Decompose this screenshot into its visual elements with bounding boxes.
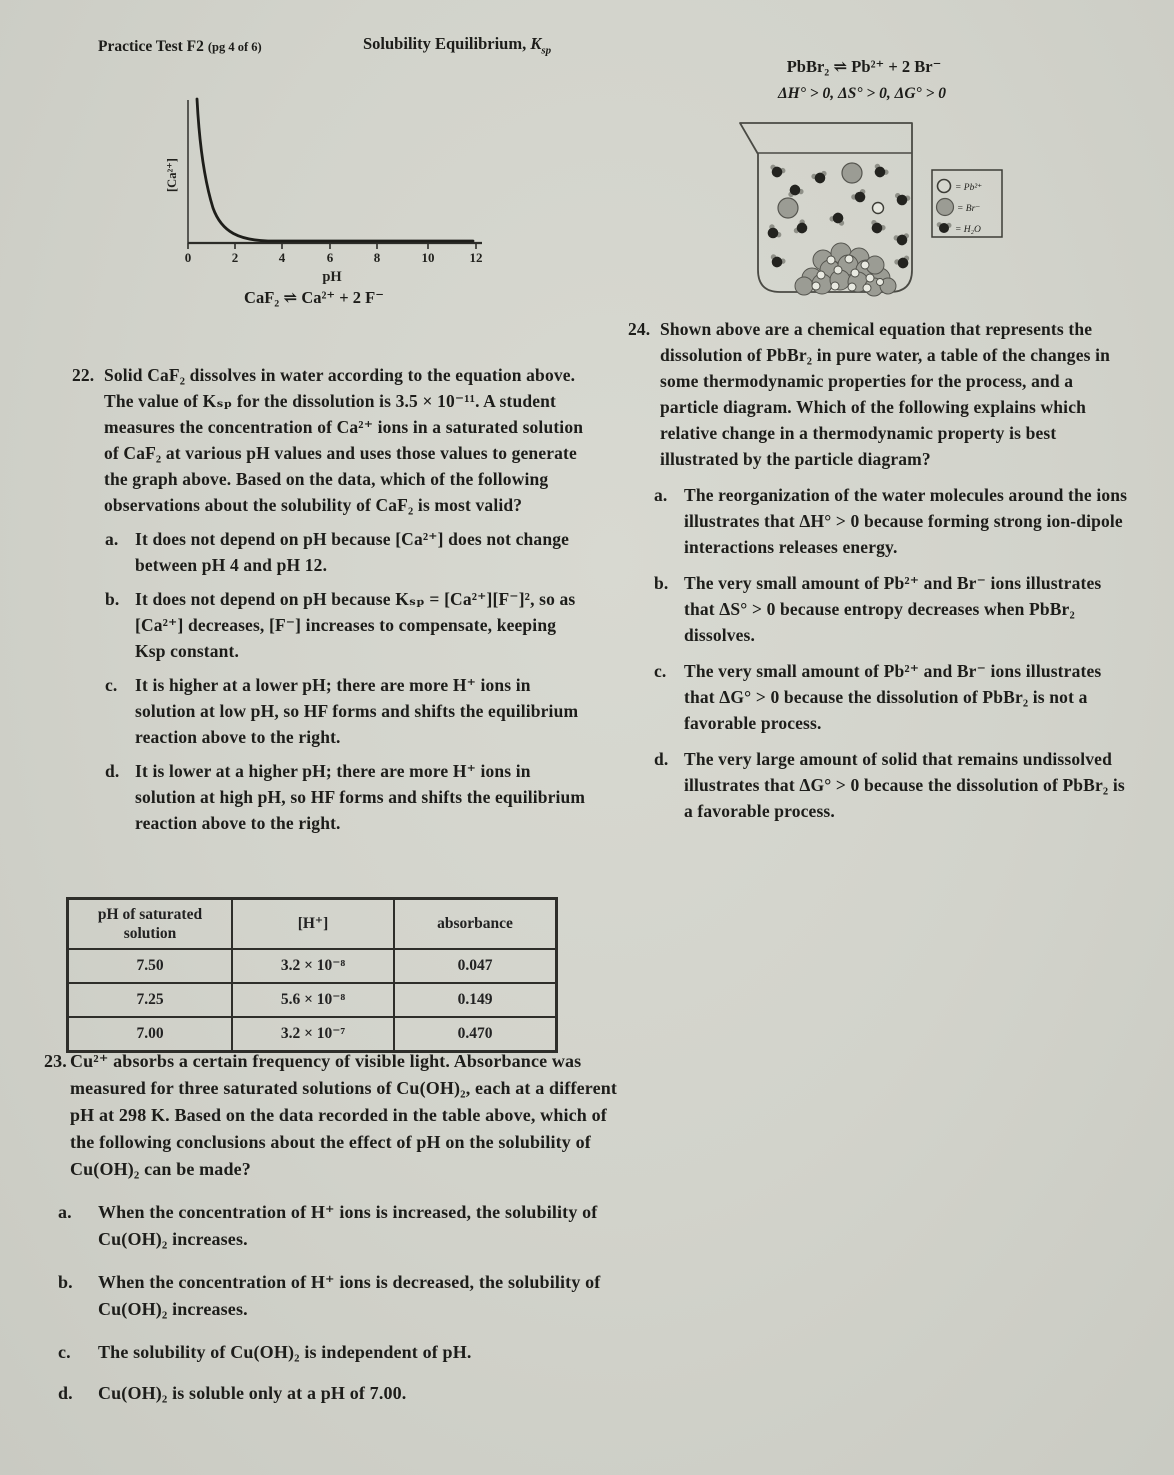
cell-h-concentration: 3.2 × 10⁻⁸ <box>232 949 394 983</box>
question-22-option-c <box>105 672 588 750</box>
x-tick-4: 4 <box>278 250 286 265</box>
water-molecule-icon <box>764 223 783 242</box>
question-22-number: 22. <box>72 365 95 385</box>
question-22-option-b <box>105 586 588 664</box>
br-ion-icon <box>778 198 798 218</box>
question-24-option-a <box>654 482 1134 560</box>
option-letter: b. <box>58 1272 73 1292</box>
water-molecule-icon <box>850 187 869 205</box>
br-ion-icon <box>842 163 862 183</box>
option-letter: c. <box>105 675 118 695</box>
water-molecule-icon <box>768 164 786 179</box>
question-22-text: Solid CaF₂ dissolves in water according to the equation above. The value of Kₛₚ for the dissolution is 3.5 × 10⁻¹¹. A student measures the concentration of Ca²⁺ ions in a saturated solution of CaF₂ at various pH values and uses those values to generate the graph above. Based on the data, which of the following observations about the solubility of CaF₂ is most valid? <box>104 365 584 515</box>
pb-ion-legend-icon <box>938 180 951 193</box>
question-24 <box>628 316 1134 824</box>
question-22-option-d <box>105 758 588 836</box>
legend-pb-label: = Pb²⁺ <box>955 183 983 193</box>
water-molecule-icon <box>811 169 830 185</box>
table-row <box>68 983 557 1017</box>
absorbance-table <box>66 897 558 1053</box>
question-23-option-d <box>58 1380 624 1407</box>
x-tick-6: 6 <box>326 250 334 265</box>
question-24-option-c <box>654 658 1134 736</box>
x-tick-labels <box>185 250 483 265</box>
x-axis-label: pH <box>322 269 342 285</box>
option-letter: d. <box>105 761 120 781</box>
question-23 <box>44 1048 624 1407</box>
option-text: When the concentration of H⁺ ions is decreased, the solubility of Cu(OH)₂ increases. <box>98 1272 601 1319</box>
water-molecule-icon <box>893 232 911 247</box>
caf2-equation: CaF₂ ⇌ Ca²⁺ + 2 F⁻ <box>244 288 384 307</box>
header-left <box>98 38 262 56</box>
option-text: When the concentration of H⁺ ions is increased, the solubility of Cu(OH)₂ increases. <box>98 1202 598 1249</box>
cell-ph: 7.25 <box>68 983 233 1017</box>
water-molecule-icon <box>828 210 847 226</box>
x-tick-8: 8 <box>373 250 381 265</box>
question-22-option-a <box>105 526 588 578</box>
question-23-option-b <box>58 1269 624 1323</box>
question-24-option-b <box>654 570 1134 648</box>
ca-concentration-curve <box>197 99 473 241</box>
option-text: It is higher at a lower pH; there are more H⁺ ions in solution at low pH, so HF forms and shifts the equilibrium reaction above to the right. <box>135 675 579 747</box>
header-right <box>363 34 551 56</box>
header-absorbance: absorbance <box>394 899 557 950</box>
cell-h-concentration: 5.6 × 10⁻⁸ <box>232 983 394 1017</box>
question-22 <box>72 362 588 836</box>
legend-h2o-label: = H₂O <box>955 225 981 235</box>
cell-absorbance: 0.470 <box>394 1017 557 1052</box>
option-letter: c. <box>654 661 667 681</box>
ksp-symbol: K <box>530 34 542 53</box>
water-molecule-icon <box>871 163 890 181</box>
pb-ion-icon <box>873 203 884 214</box>
option-letter: a. <box>654 485 668 505</box>
page-indicator: (pg 4 of 6) <box>207 40 262 54</box>
water-molecule-icon <box>793 218 811 237</box>
option-letter: b. <box>105 589 120 609</box>
option-text: The very small amount of Pb²⁺ and Br⁻ ions illustrates that ΔS° > 0 because entropy decreases when PbBr₂ dissolves. <box>684 573 1102 645</box>
x-tick-12: 12 <box>469 250 483 265</box>
x-tick-0: 0 <box>184 250 192 265</box>
pbbr2-thermo-line: ΔH° > 0, ΔS° > 0, ΔG° > 0 <box>777 85 947 102</box>
question-23-number: 23. <box>44 1051 67 1071</box>
question-24-text: Shown above are a chemical equation that represents the dissolution of PbBr₂ in pure water, a table of the changes in some thermodynamic properties for the process, and a particle diagram. Which of the following explains which relative change in a thermodynamic property is best illustrated by the particle diagram? <box>660 319 1110 469</box>
option-text: The very small amount of Pb²⁺ and Br⁻ ions illustrates that ΔG° > 0 because the dissolution of PbBr₂ is not a favorable process. <box>684 661 1102 733</box>
option-letter: d. <box>58 1383 73 1403</box>
x-tick-2: 2 <box>231 250 239 265</box>
header-ph: pH of saturated solution <box>68 899 233 950</box>
option-text: It does not depend on pH because [Ca²⁺] does not change between pH 4 and pH 12. <box>135 529 570 575</box>
question-23-option-c <box>58 1339 624 1366</box>
option-text: The very large amount of solid that remains undissolved illustrates that ΔG° > 0 because the dissolution of PbBr₂ is a favorable process. <box>684 749 1125 821</box>
option-text: It is lower at a higher pH; there are more H⁺ ions in solution at high pH, so HF forms and shifts the equilibrium reaction above to the right. <box>135 761 586 833</box>
table-row <box>68 1017 557 1052</box>
unit-title: Solubility Equilibrium, <box>363 34 527 53</box>
option-letter: b. <box>654 573 669 593</box>
water-molecule-legend-icon <box>937 222 952 233</box>
ksp-subscript: sp <box>541 44 552 57</box>
header-h-concentration: [H⁺] <box>232 899 394 950</box>
cell-absorbance: 0.047 <box>394 949 557 983</box>
option-text: Cu(OH)₂ is soluble only at a pH of 7.00. <box>98 1383 407 1403</box>
question-24-number: 24. <box>628 319 651 339</box>
cell-ph: 7.00 <box>68 1017 233 1052</box>
water-molecule-icon <box>893 193 910 207</box>
table-row <box>68 949 557 983</box>
x-tick-10: 10 <box>421 250 435 265</box>
solid-pbbr2-pile <box>795 243 896 296</box>
question-24-option-d <box>654 746 1134 824</box>
legend-br-label: = Br⁻ <box>957 204 981 214</box>
cell-h-concentration: 3.2 × 10⁻⁷ <box>232 1017 394 1052</box>
water-molecule-icon <box>786 182 805 198</box>
option-text: The reorganization of the water molecules around the ions illustrates that ΔH° > 0 because forming strong ion-dipole interactions releases energy. <box>684 485 1128 557</box>
y-axis-label: [Ca²⁺] <box>165 158 179 192</box>
option-text: The solubility of Cu(OH)₂ is independent of pH. <box>98 1342 472 1362</box>
pbbr2-particle-diagram <box>728 110 1068 310</box>
cell-absorbance: 0.149 <box>394 983 557 1017</box>
test-title: Practice Test F2 <box>98 38 204 55</box>
option-letter: c. <box>58 1342 71 1362</box>
cell-ph: 7.50 <box>68 949 233 983</box>
water-molecule-icon <box>868 219 887 236</box>
water-molecule-icon <box>893 254 912 271</box>
water-molecule-icon <box>768 254 787 270</box>
option-letter: a. <box>105 529 119 549</box>
option-letter: a. <box>58 1202 72 1222</box>
particle-legend <box>932 170 1002 237</box>
pbbr2-equation: PbBr₂ ⇌ Pb²⁺ + 2 Br⁻ <box>786 57 942 76</box>
option-letter: d. <box>654 749 669 769</box>
question-23-text: Cu²⁺ absorbs a certain frequency of visible light. Absorbance was measured for three saturated solutions of Cu(OH)₂, each at a different pH at 298 K. Based on the data recorded in the table above, which of the following conclusions about the effect of pH on the solubility of Cu(OH)₂ can be made? <box>70 1051 618 1179</box>
option-text: It does not depend on pH because Kₛₚ = [Ca²⁺][F⁻]², so as [Ca²⁺] decreases, [F⁻] increases to compensate, keeping Ksp constant. <box>135 589 576 661</box>
table-header-row <box>68 899 557 950</box>
question-23-option-a <box>58 1199 624 1253</box>
br-ion-legend-icon <box>937 199 954 216</box>
